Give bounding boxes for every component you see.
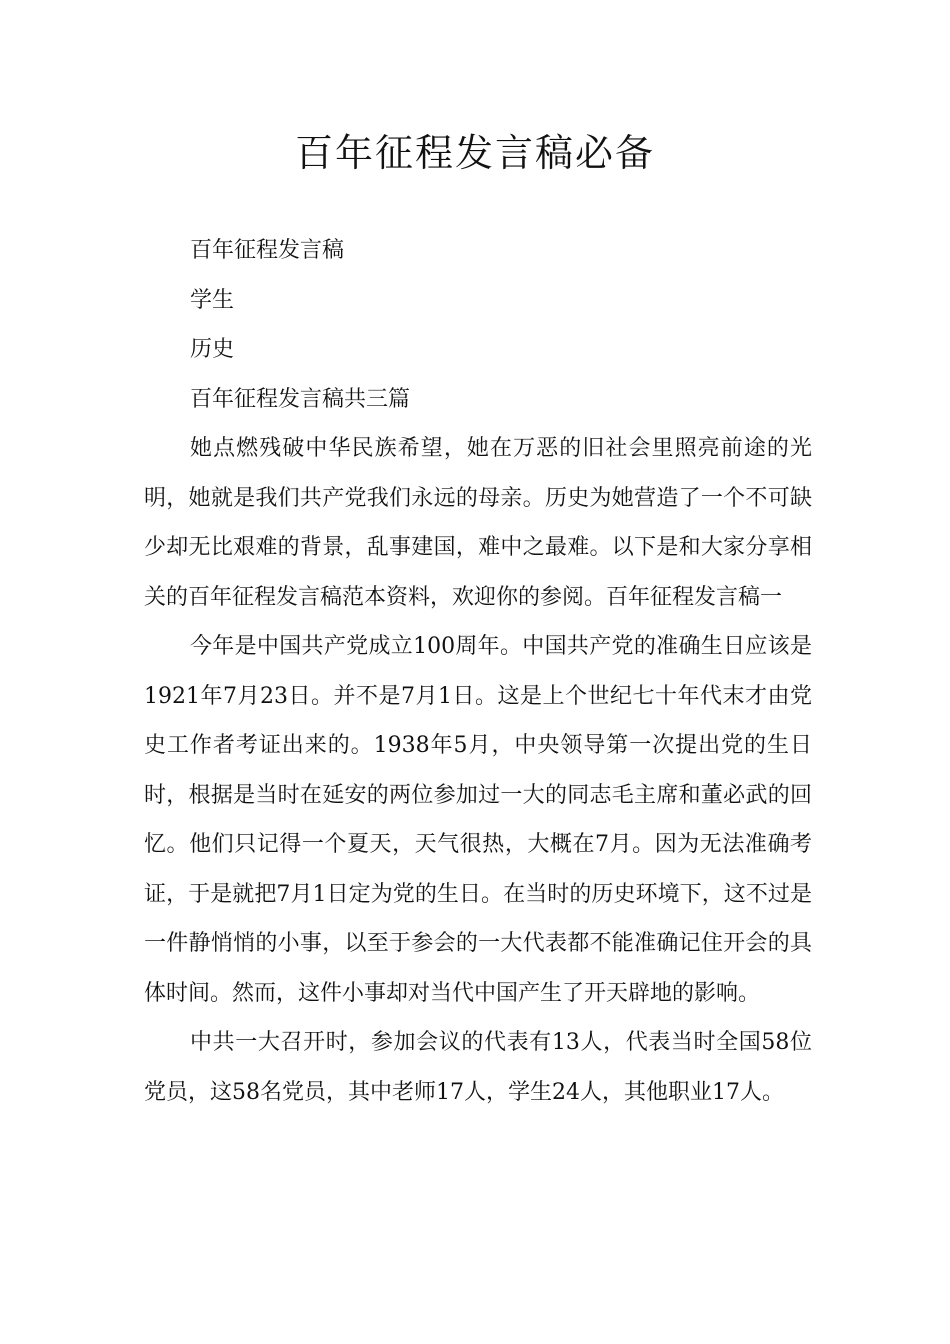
line-category-student: 学生 [190, 287, 235, 313]
document-body [144, 226, 812, 1117]
paragraph-first-congress: 中共一大召开时，参加会议的代表有13人，代表当时全国58位党员，这58名党员，其中老师17人，学生24人，其他职业17人。 [144, 1030, 812, 1105]
line-category-history: 历史 [190, 337, 235, 362]
paragraph-intro: 她点燃残破中华民族希望，她在万恶的旧社会里照亮前途的光明，她就是我们共产党我们永远的母亲。历史为她营造了一个不可缺少却无比艰难的背景，乱事建国，难中之最难。以下是和大家分享相关的百年征程发言稿范本资料，欢迎你的参阅。百年征程发言稿一 [144, 436, 812, 610]
paragraph-party-birthday: 今年是中国共产党成立100周年。中国共产党的准确生日应该是1921年7月23日。并不是7月1日。这是上个世纪七十年代末才由党史工作者考证出来的。1938年5月，中央领导第一次提出党的生日时，根据是当时在延安的两位参加过一大的同志毛主席和董必武的回忆。他们只记得一个夏天，天气很热，大概在7月。因为无法准确考证，于是就把7月1日定为党的生日。在当时的历史环境下，这不过是一件静悄悄的小事，以至于参会的一大代表都不能准确记住开会的具体时间。然而，这件小事却对当代中国产生了开天辟地的影响。 [144, 634, 812, 1006]
line-speech-title: 百年征程发言稿 [190, 238, 345, 263]
document-title: 百年征程发言稿必备 [294, 131, 655, 175]
line-collection-title: 百年征程发言稿共三篇 [190, 386, 411, 412]
